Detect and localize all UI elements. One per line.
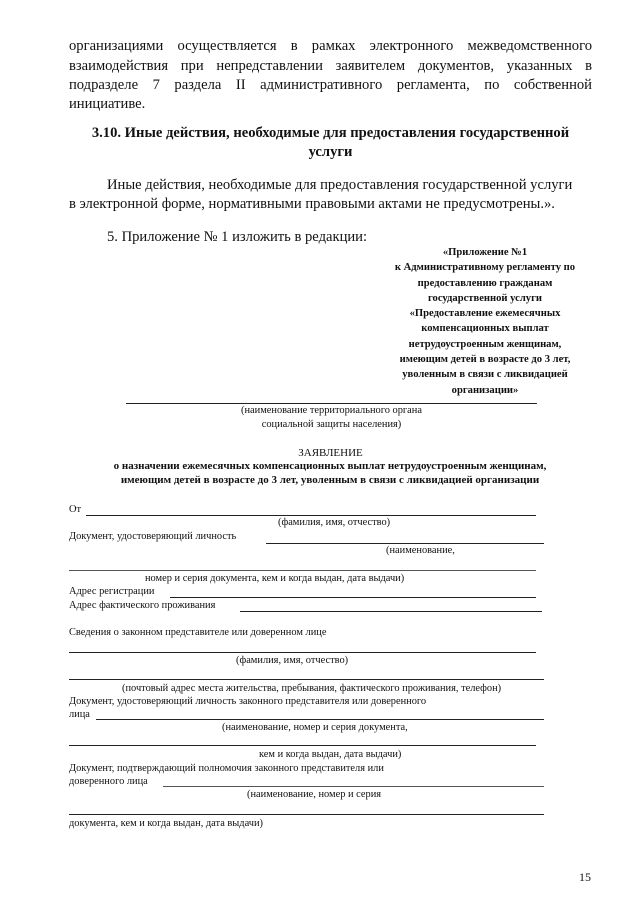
reg-address-label: Адрес регистрации: [69, 586, 155, 597]
section-heading-line-1: 3.10. Иные действия, необходимые для предоставления государственной: [91, 125, 570, 141]
appendix-block: [374, 245, 596, 398]
rep-doc-caption-2: кем и когда выдан, дата выдачи): [259, 749, 402, 760]
appendix-line: нетрудоустроенным женщинам,: [408, 338, 562, 350]
appendix-line: «Предоставление ежемесячных: [409, 308, 561, 320]
appendix-line: уволенным в связи с ликвидацией: [402, 369, 568, 381]
rep-address-caption: (почтовый адрес места жительства, пребывания, фактического проживания, телефон): [122, 683, 502, 694]
intro-line-3: подразделе 7 раздела II административного регламента, по собственной: [69, 77, 592, 93]
rep-id-doc-input-line[interactable]: [96, 719, 544, 720]
item-5-text: 5. Приложение № 1 изложить в редакции:: [107, 229, 368, 245]
rep-fio-caption: (фамилия, имя, отчество): [236, 655, 349, 666]
appendix-line: «Приложение №1: [442, 247, 528, 258]
page-number: 15: [579, 870, 591, 884]
section-body-line-1: Иные действия, необходимые для предоставления государственной услуги: [107, 177, 573, 193]
id-doc-input-line[interactable]: [266, 543, 544, 544]
rep-doc-caption-1: (наименование, номер и серия документа,: [222, 722, 408, 733]
rep-id-doc-label-1: Документ, удостоверяющий личность законного представителя или доверенного: [69, 696, 427, 707]
actual-address-label: Адрес фактического проживания: [69, 600, 216, 611]
rep-id-doc-label-2: лица: [69, 709, 90, 720]
intro-line-2: взаимодействия при непредставлении заявителем документов, указанных в: [69, 58, 592, 74]
doc-details-caption: номер и серия документа, кем и когда выдан, дата выдачи): [145, 573, 405, 584]
appendix-line: имеющим детей в возрасте до 3 лет,: [399, 354, 571, 366]
actual-address-input-line[interactable]: [240, 611, 542, 612]
appendix-line: государственной услуги: [428, 292, 542, 304]
authority-doc-caption-1: (наименование, номер и серия: [247, 789, 382, 800]
authority-caption-line-1: (наименование территориального органа: [241, 405, 422, 416]
authority-caption-line-2: социальной защиты населения): [261, 419, 402, 430]
authority-doc-input-line[interactable]: [163, 786, 544, 787]
name-caption: (наименование,: [386, 545, 455, 556]
rep-info-label: Сведения о законном представителе или доверенном лице: [69, 627, 327, 638]
appendix-line: к Административному регламенту по: [394, 262, 576, 274]
appendix-line: организации»: [451, 384, 519, 396]
rep-fio-input-line[interactable]: [69, 652, 536, 653]
id-doc-label: Документ, удостоверяющий личность: [69, 531, 237, 542]
authority-name-line: [126, 403, 537, 404]
form-title: ЗАЯВЛЕНИЕ: [298, 447, 363, 459]
from-input-line[interactable]: [86, 515, 536, 516]
authority-doc-label-1: Документ, подтверждающий полномочия законного представителя или: [69, 763, 384, 774]
from-label: От: [69, 504, 82, 515]
rep-doc-details-line[interactable]: [69, 745, 536, 746]
intro-line-1: организациями осуществляется в рамках электронного межведомственного: [69, 38, 592, 54]
section-heading-line-2: услуги: [308, 144, 353, 160]
appendix-line: компенсационных выплат: [421, 323, 549, 335]
authority-doc-label-2: доверенного лица: [69, 776, 148, 787]
form-subtitle-line-2: имеющим детей в возрасте до 3 лет, уволенным в связи с ликвидацией организации: [120, 474, 540, 486]
rep-address-input-line[interactable]: [69, 679, 544, 680]
form-subtitle-line-1: о назначении ежемесячных компенсационных выплат нетрудоустроенным женщинам,: [113, 460, 547, 472]
section-body-line-2: в электронной форме, нормативными правовыми актами не предусмотрены.».: [69, 196, 555, 212]
authority-doc-details-line[interactable]: [69, 814, 544, 815]
reg-address-input-line[interactable]: [170, 597, 536, 598]
authority-doc-caption-2: документа, кем и когда выдан, дата выдачи): [69, 818, 264, 829]
intro-line-4: инициативе.: [69, 96, 146, 112]
appendix-line: предоставлению гражданам: [417, 277, 553, 289]
id-doc-details-line[interactable]: [69, 570, 536, 571]
fio-caption: (фамилия, имя, отчество): [278, 517, 391, 528]
